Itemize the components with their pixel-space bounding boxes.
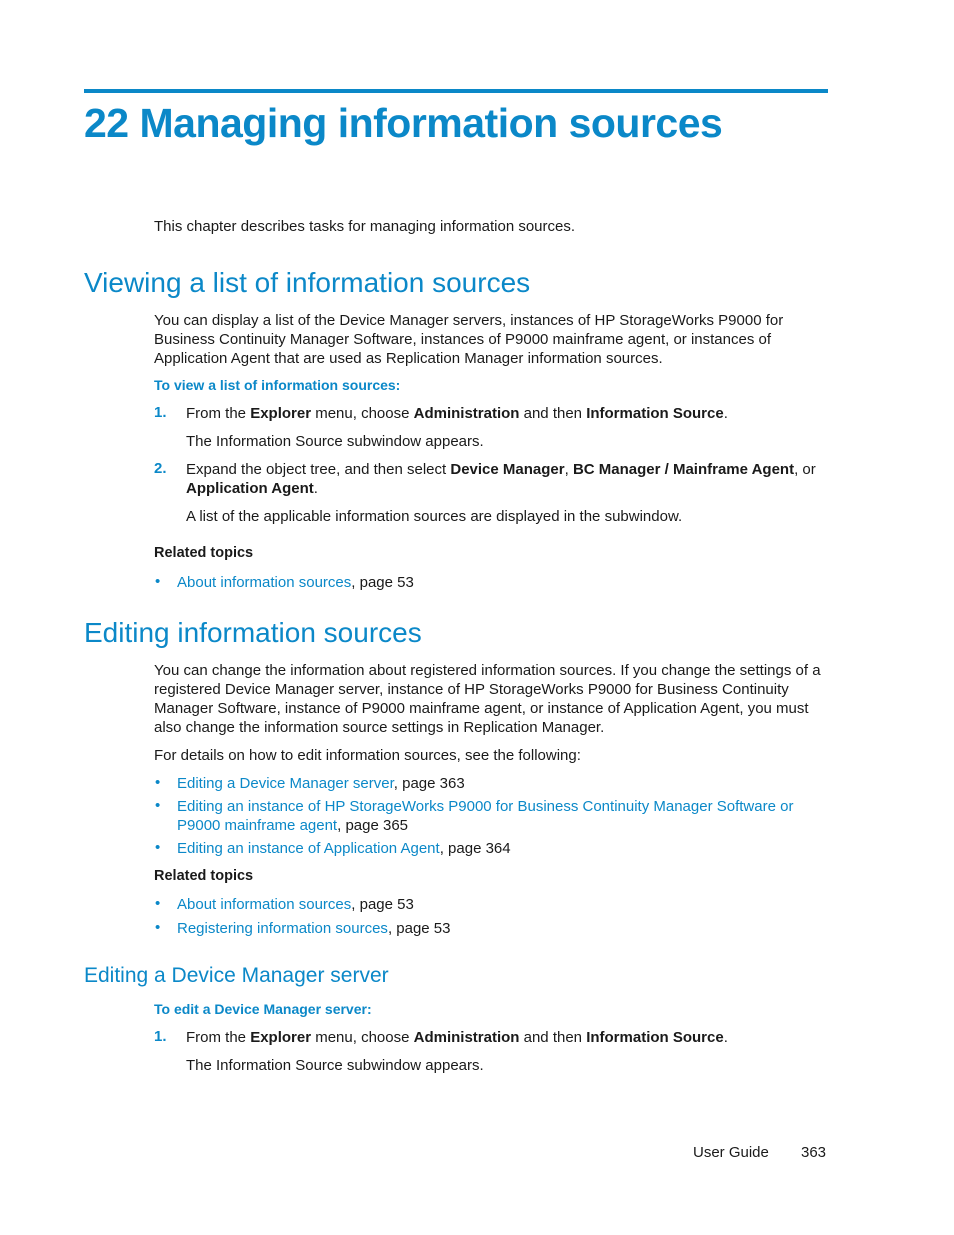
- chapter-rule: [84, 89, 828, 93]
- step-result: The Information Source subwindow appears.: [186, 1057, 484, 1074]
- intro-text: This chapter describes tasks for managing information sources.: [154, 218, 576, 235]
- step-number: 1.: [154, 404, 167, 421]
- footer-label: User Guide: [693, 1144, 769, 1161]
- step-text: From the Explorer menu, choose Administration and then Information Source.: [186, 405, 728, 422]
- subsection-heading-editing-device-manager: Editing a Device Manager server: [84, 964, 389, 987]
- section2-paragraph: You can change the information about registered information sources. If you change the settings of a registered Device Manager server, instance of HP StorageWorks P9000 for Business Continuity Manager Software, instance of P9000 mainframe agent, or instance of Application Agent, you must also change the information source settings in Replication Manager.: [154, 662, 821, 736]
- section1-paragraph: You can display a list of the Device Manager servers, instances of HP StorageWorks P9000 for Business Continuity Manager Software, instances of P9000 mainframe agent, or instances of Application Agent that are used as Replication Manager information sources.: [154, 312, 784, 367]
- tree-node-application-agent: Application Agent: [186, 480, 314, 497]
- list-item: Editing an instance of HP StorageWorks P9000 for Business Continuity Manager Software or P9000 mainframe agent, page 365: [177, 798, 794, 834]
- procedure-title-view: To view a list of information sources:: [154, 377, 401, 393]
- list-item: About information sources, page 53: [177, 574, 414, 591]
- tree-node-bc-manager: BC Manager / Mainframe Agent: [572, 461, 795, 478]
- chapter-title: 22 Managing information sources: [84, 100, 723, 146]
- bullet: •: [155, 573, 161, 590]
- related-topics-title: Related topics: [154, 868, 254, 884]
- list-item: About information sources, page 53: [177, 896, 414, 913]
- link-about-information-sources[interactable]: About information sources: [177, 896, 352, 913]
- menu-item-information-source: Information Source: [586, 405, 724, 422]
- page-number: 363: [801, 1144, 827, 1161]
- details-text: For details on how to edit information sources, see the following:: [154, 747, 581, 764]
- step-number: 1.: [154, 1028, 167, 1045]
- related-topics-title: Related topics: [154, 545, 254, 561]
- bullet: •: [155, 839, 161, 856]
- section-heading-viewing: Viewing a list of information sources: [84, 267, 531, 298]
- menu-item-administration: Administration: [413, 405, 520, 422]
- menu-item-information-source: Information Source: [586, 1029, 724, 1046]
- step-text: Expand the object tree, and then select Device Manager, BC Manager / Mainframe Agent, or Application Agent.: [186, 461, 816, 497]
- menu-item-administration: Administration: [413, 1029, 520, 1046]
- list-item: Registering information sources, page 53: [177, 920, 451, 937]
- menu-name-explorer: Explorer: [250, 1029, 312, 1046]
- section-heading-editing: Editing information sources: [84, 617, 422, 648]
- step-number: 2.: [154, 460, 167, 477]
- link-editing-application-agent[interactable]: Editing an instance of Application Agent: [177, 840, 440, 857]
- menu-name-explorer: Explorer: [250, 405, 312, 422]
- step-text: From the Explorer menu, choose Administration and then Information Source.: [186, 1029, 728, 1046]
- link-registering-information-sources[interactable]: Registering information sources: [177, 920, 388, 937]
- bullet: •: [155, 895, 161, 912]
- step-result: A list of the applicable information sources are displayed in the subwindow.: [186, 508, 683, 525]
- bullet: •: [155, 919, 161, 936]
- step-result: The Information Source subwindow appears.: [186, 433, 484, 450]
- link-about-information-sources[interactable]: About information sources: [177, 574, 352, 591]
- procedure-title-edit: To edit a Device Manager server:: [154, 1001, 372, 1017]
- bullet: •: [155, 797, 161, 814]
- link-editing-device-manager-server[interactable]: Editing a Device Manager server: [177, 775, 394, 792]
- list-item: Editing a Device Manager server, page 363: [177, 775, 465, 792]
- bullet: •: [155, 774, 161, 791]
- list-item: Editing an instance of Application Agent, page 364: [177, 840, 511, 857]
- tree-node-device-manager: Device Manager: [450, 461, 565, 478]
- link-editing-bc-manager-instance[interactable]: Editing an instance of HP StorageWorks P9000 for Business Continuity Manager Software or P9000 mainframe agent: [177, 798, 794, 834]
